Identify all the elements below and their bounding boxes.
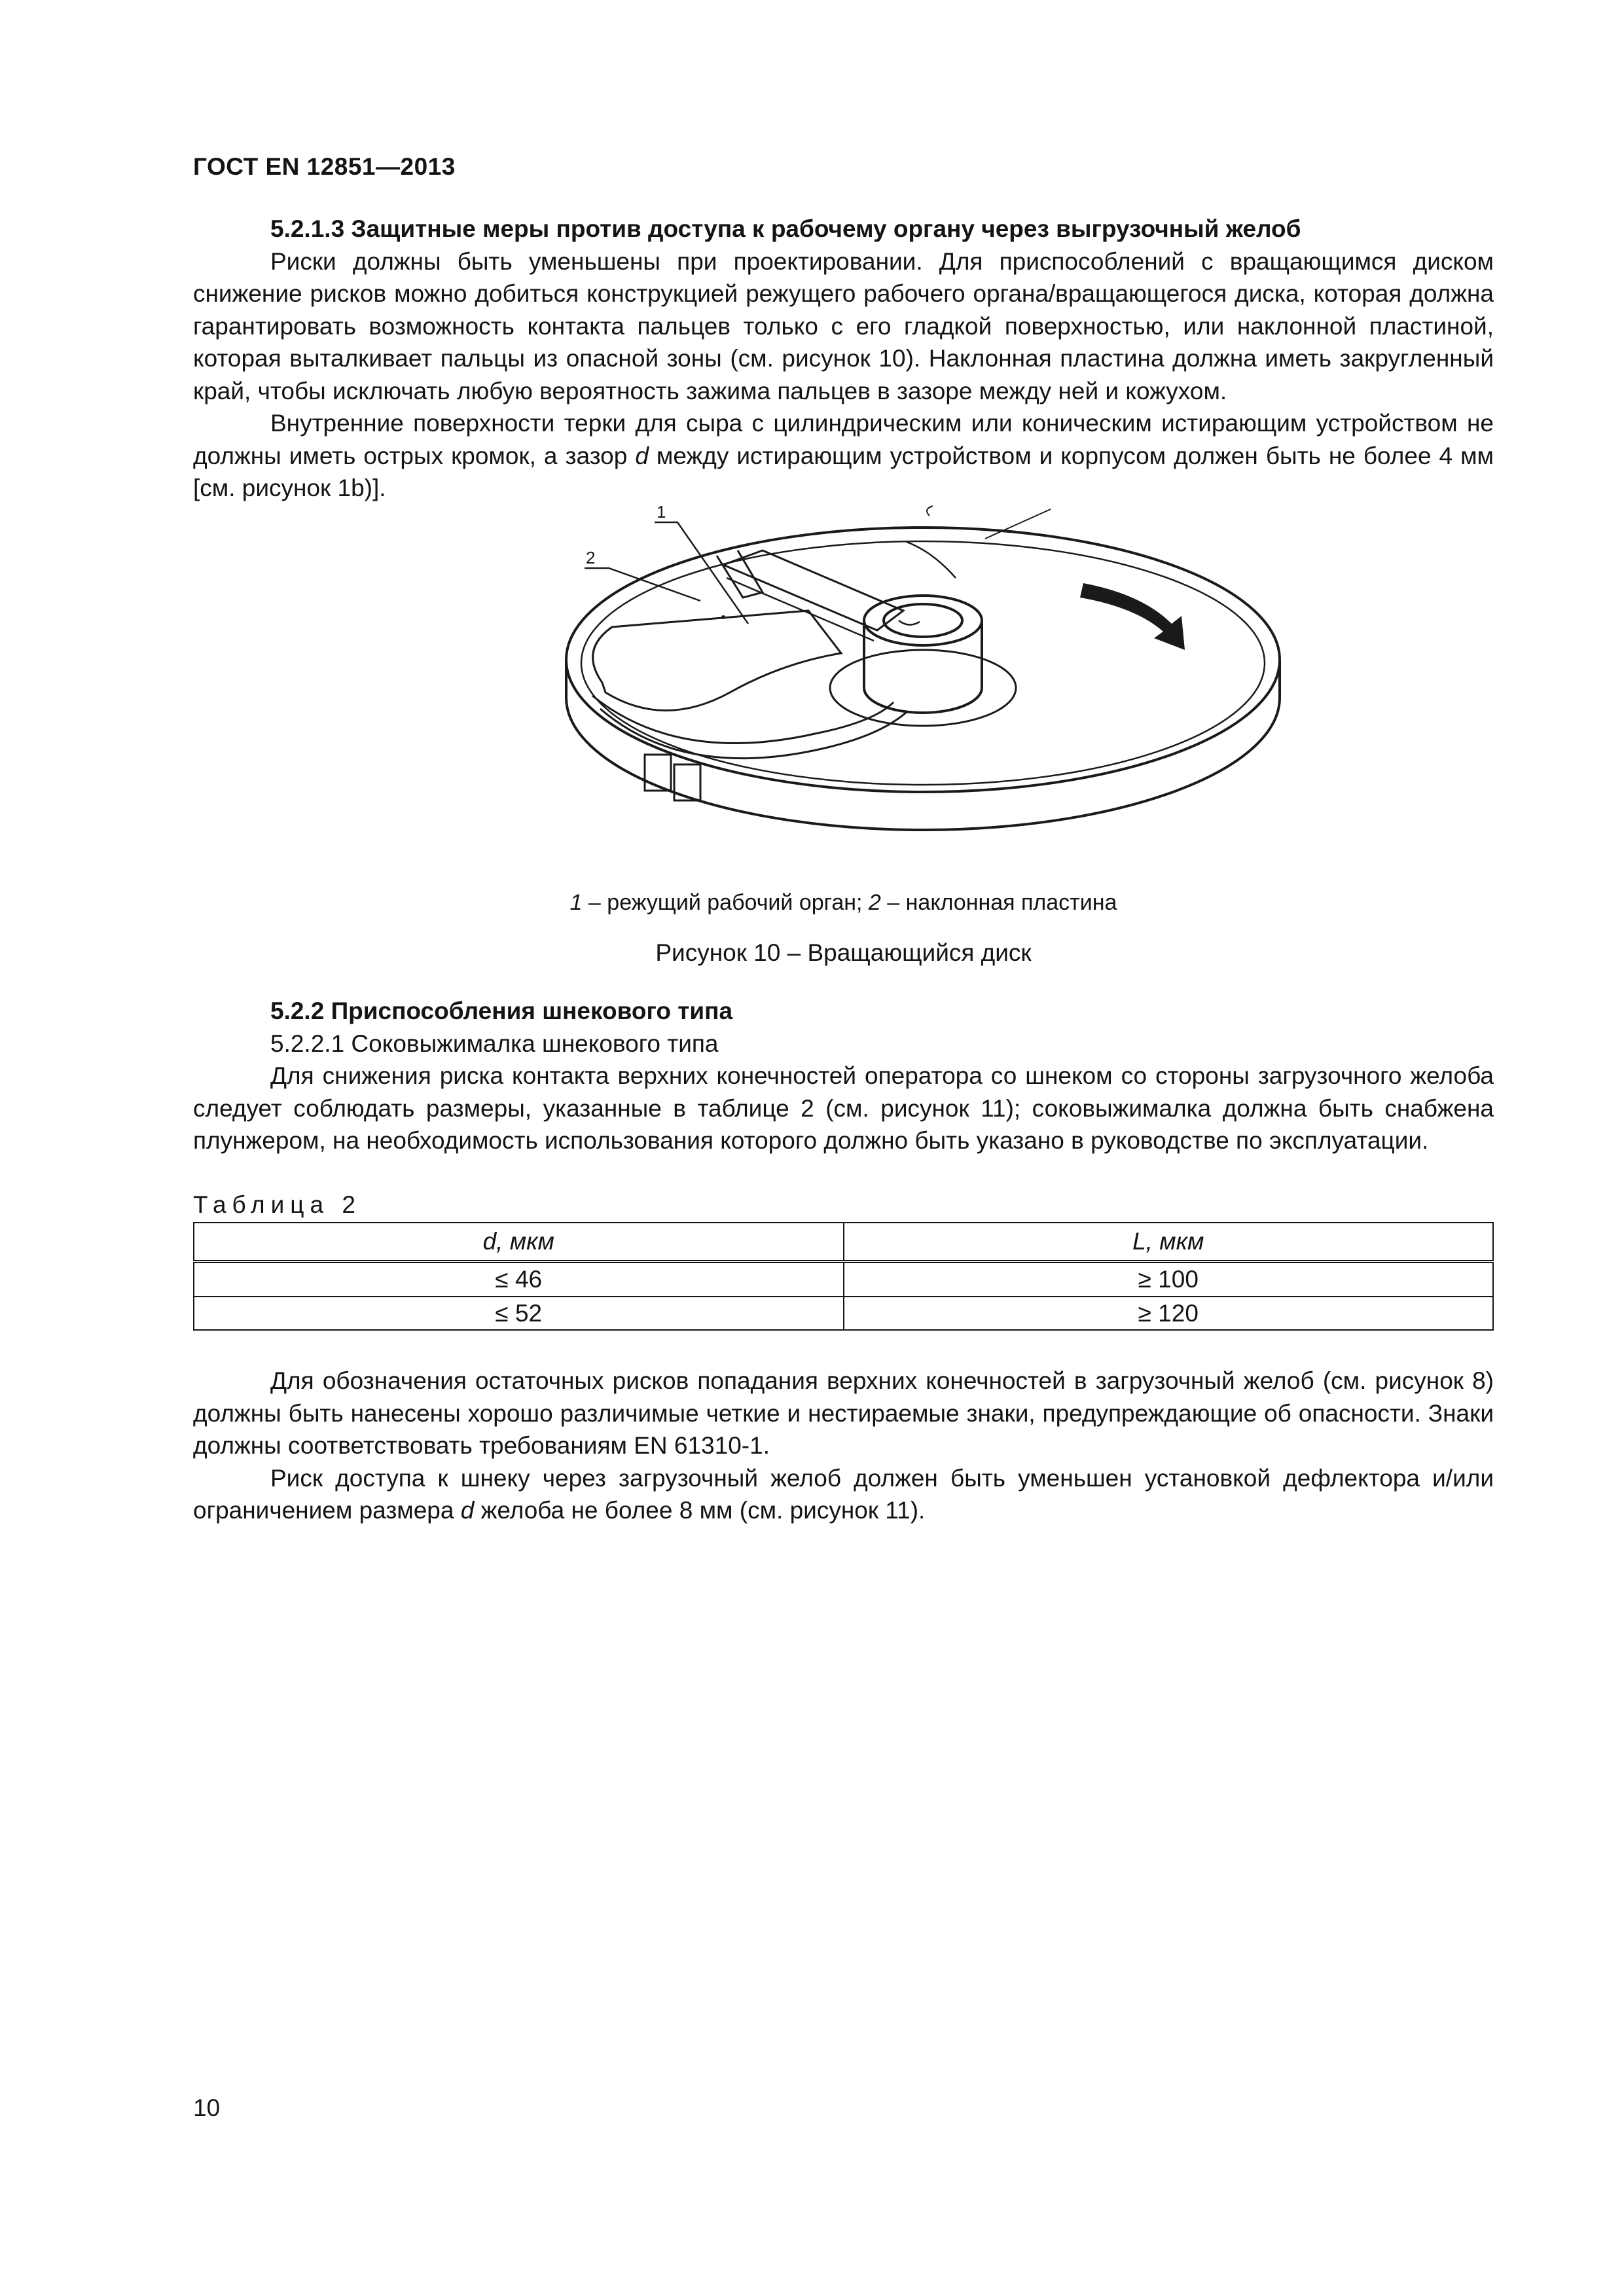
spacer (193, 969, 1494, 995)
plate-channel (592, 696, 893, 744)
page-number: 10 (193, 2094, 221, 2121)
guide-line (907, 542, 956, 578)
table-label: Таблица 2 (193, 1191, 361, 1218)
rotation-arrow-icon (1080, 583, 1185, 650)
callout-2-leader (585, 568, 700, 601)
spacer (193, 1157, 1494, 1183)
paragraph-rotating-disc: Риски должны быть уменьшены при проектировании. Для приспособлений с вращающимся диском снижение рисков можно добиться конструкцией режущего рабочего органа/вращающегося диска, которая должна гарантировать возможность контакта пальцев только с его гладкой поверхностью, или наклонной пластиной, которая выталкивает пальцы из опасной зоны (см. рисунок 10). Наклонная пластина должна иметь закругленный край, чтобы исключать любую вероятность зажима пальцев в зазоре между ней и кожухом. (193, 247, 1494, 404)
figure-caption: Рисунок 10 – Вращающийся диск (655, 939, 1032, 966)
paragraph-auger-juicer: Для снижения риска контакта верхних конечностей оператора со шнеком со стороны загрузочного желоба следует соблюдать размеры, указанные в таблице 2 (см. рисунок 11); соковыжималка должна быть снабжена плунжером, на необходимость использования которого должно быть указано в руководстве по эксплуатации. (193, 1062, 1494, 1154)
inclined-plate (593, 611, 841, 711)
figure-legend (193, 888, 1494, 917)
page-content (193, 213, 1494, 1527)
hub-bore (884, 604, 962, 637)
figure-10 (193, 501, 1494, 866)
hub-base (830, 650, 1016, 726)
table-2 (193, 1222, 1494, 1331)
blade-slot (727, 578, 874, 641)
paragraph-deflector (193, 1462, 1494, 1527)
para-text: между истирающим устройством и корпусом должен быть не более 4 мм [см. рисунок 1b)]. (193, 442, 1494, 501)
table-cell: ≥ 120 (844, 1297, 1494, 1331)
table-header-d: d, мкм (194, 1223, 844, 1262)
legend-number-2: 2 (868, 889, 881, 915)
spacer (193, 1331, 1494, 1365)
disc-rim (566, 660, 1280, 830)
callout-2-label: 2 (586, 547, 596, 567)
legend-text-1: – режущий рабочий орган; (582, 889, 869, 915)
legend-number-1: 1 (569, 889, 583, 915)
plate-dot (721, 615, 725, 619)
section-heading-522: 5.2.2 Приспособления шнекового типа (270, 997, 733, 1024)
paragraph-cheese-grater (193, 407, 1494, 505)
hub-key (899, 620, 920, 625)
para-text: Риск доступа к шнеку через загрузочный желоб должен быть уменьшен установкой дефлектора и/или ограничением размера (193, 1464, 1494, 1524)
callout-1-leader (655, 522, 748, 624)
rotating-disc-drawing (566, 501, 1286, 866)
para-text: желоба не более 8 мм (см. рисунок 11). (474, 1497, 926, 1524)
surface-detail (927, 506, 933, 516)
callout-1-label: 1 (657, 501, 666, 522)
section-heading-5213: 5.2.1.3 Защитные меры против доступа к рабочему органу через выгрузочный желоб (270, 215, 1301, 242)
table-cell: ≤ 46 (194, 1262, 844, 1297)
table-header-l: L, мкм (844, 1223, 1494, 1262)
table-row (194, 1262, 1493, 1297)
variable-d: d (635, 442, 649, 469)
table-cell: ≤ 52 (194, 1297, 844, 1331)
subsection-heading-5221: 5.2.2.1 Соковыжималка шнекового типа (270, 1030, 719, 1057)
document-header: ГОСТ EN 12851—2013 (193, 153, 456, 180)
para-text: Внутренние поверхности терки для сыра с цилиндрическим или коническим истирающим устройством не должны иметь острых кромок, а зазор (193, 410, 1494, 469)
disc-inner-edge (581, 541, 1265, 785)
paragraph-warning-signs: Для обозначения остаточных рисков попадания верхних конечностей в загрузочный желоб (см. рисунок 8) должны быть нанесены хорошо различимые четкие и нестираемые знаки, предупреждающие об опасности. Знаки должны соответствовать требованиям EN 61310-1. (193, 1367, 1494, 1459)
table-row (194, 1297, 1493, 1331)
hub-body (864, 620, 982, 713)
disc-top (566, 528, 1280, 792)
table-cell: ≥ 100 (844, 1262, 1494, 1297)
legend-text-2: – наклонная пластина (880, 889, 1117, 915)
table-header-row (194, 1223, 1493, 1262)
variable-d: d (460, 1497, 475, 1524)
